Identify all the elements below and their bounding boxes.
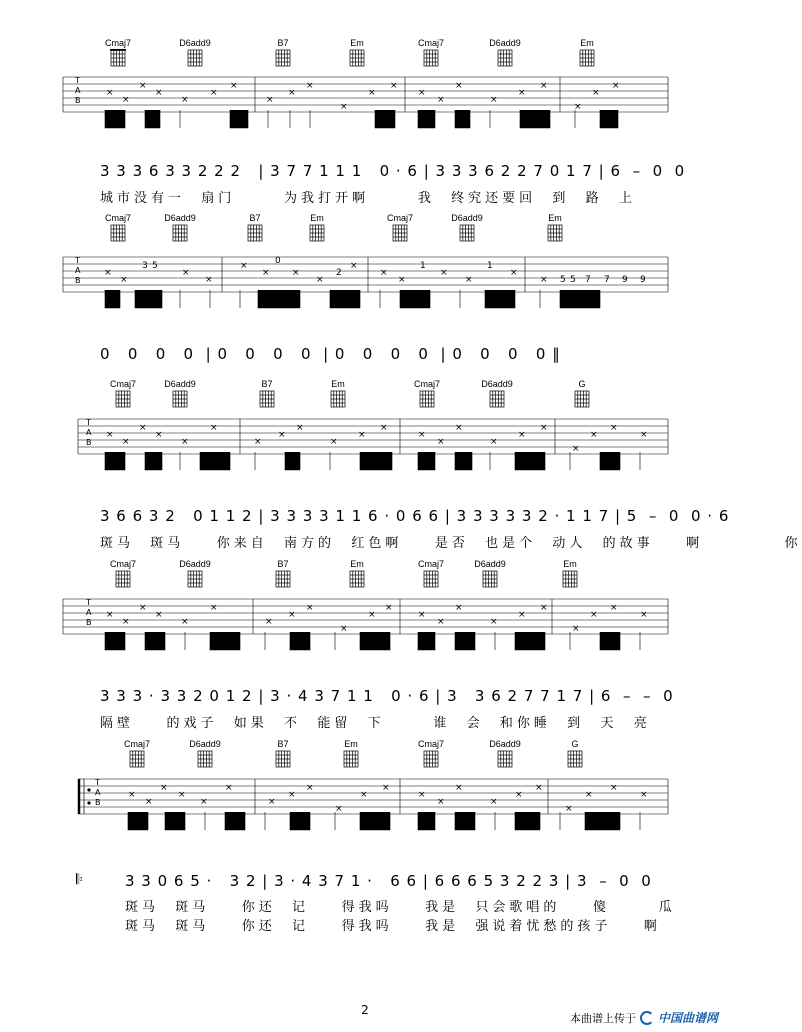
svg-text:×: × <box>210 88 218 98</box>
svg-text:×: × <box>240 261 248 271</box>
svg-text:×: × <box>540 275 548 285</box>
tab-staff <box>0 597 730 657</box>
tab-letter: B <box>86 438 92 447</box>
chord-diagram <box>242 379 292 408</box>
svg-text:×: × <box>540 423 548 433</box>
tab-staff <box>0 75 730 135</box>
svg-text:×: × <box>574 102 582 112</box>
tab-staff <box>0 417 730 477</box>
svg-text:×: × <box>266 95 274 105</box>
svg-text:×: × <box>385 603 393 613</box>
svg-text:×: × <box>122 437 130 447</box>
chord-name: Cmaj7 <box>104 38 131 48</box>
chord-grid-icon <box>309 224 325 242</box>
chord-diagram <box>155 379 205 408</box>
svg-text:×: × <box>490 797 498 807</box>
chord-diagram <box>545 559 595 588</box>
chord-grid-icon <box>423 570 439 588</box>
chord-diagram <box>406 38 456 67</box>
chord-name: Em <box>350 559 364 569</box>
chord-diagram <box>332 38 382 67</box>
lyrics-line: 斑马 斑马 你还 记 得我吗 我是 只会歌唱的 傻 瓜 <box>125 900 676 915</box>
svg-text:×: × <box>590 610 598 620</box>
svg-text:×: × <box>640 610 648 620</box>
svg-text:×: × <box>200 797 208 807</box>
chord-diagram <box>313 379 363 408</box>
svg-text:×: × <box>210 423 218 433</box>
svg-text:×: × <box>610 603 618 613</box>
svg-text:×: × <box>455 423 463 433</box>
svg-text:×: × <box>210 603 218 613</box>
svg-text:×: × <box>518 430 526 440</box>
chord-grid-icon <box>110 49 126 67</box>
lyrics-line: 斑马 斑马 你来自 南方的 红色啊 是否 也是个 动人 的故事 啊 你 <box>100 536 802 551</box>
chord-grid-icon <box>574 390 590 408</box>
chord-name: D6add9 <box>179 38 211 48</box>
svg-text:×: × <box>455 81 463 91</box>
chord-diagram <box>406 739 456 768</box>
svg-text:×: × <box>490 617 498 627</box>
svg-text:×: × <box>540 603 548 613</box>
tab-letter: T <box>95 778 100 787</box>
svg-text:1: 1 <box>420 261 426 271</box>
chord-name: D6add9 <box>164 379 196 389</box>
chord-diagram <box>98 379 148 408</box>
chord-diagram <box>98 559 148 588</box>
chord-name: D6add9 <box>164 213 196 223</box>
chord-grid-icon <box>579 49 595 67</box>
svg-text:×: × <box>160 783 168 793</box>
svg-text:×: × <box>437 437 445 447</box>
chord-name: Cmaj7 <box>417 559 444 569</box>
chord-diagram <box>170 559 220 588</box>
svg-text:7: 7 <box>585 275 591 285</box>
chord-name: Cmaj7 <box>123 739 150 749</box>
svg-text:×: × <box>181 617 189 627</box>
tab-letter: A <box>75 266 81 275</box>
tab-letter: A <box>95 788 101 797</box>
svg-text:×: × <box>465 275 473 285</box>
chord-diagram <box>402 379 452 408</box>
svg-text:×: × <box>155 88 163 98</box>
svg-text:×: × <box>106 88 114 98</box>
svg-text:9: 9 <box>622 275 628 285</box>
tab-letter: B <box>95 798 101 807</box>
svg-text:×: × <box>106 430 114 440</box>
chord-diagram <box>292 213 342 242</box>
svg-text:×: × <box>440 268 448 278</box>
chord-grid-icon <box>497 750 513 768</box>
chord-diagram <box>480 739 530 768</box>
svg-text:×: × <box>288 610 296 620</box>
svg-text:×: × <box>106 610 114 620</box>
svg-text:×: × <box>455 603 463 613</box>
svg-text:×: × <box>306 783 314 793</box>
numbered-notation: 0 0 0 0 | 0 0 0 0 | 0 0 0 0 | 0 0 0 0 ‖ <box>100 345 561 363</box>
chord-diagram <box>442 213 492 242</box>
chord-grid-icon <box>423 750 439 768</box>
svg-text:×: × <box>265 617 273 627</box>
svg-text:×: × <box>155 430 163 440</box>
chord-diagram <box>180 739 230 768</box>
numbered-notation: 3 3 3 6 3 3 2 2 2 | 3 7 7 1 1 1 0 · 6 | 3 3 3 6 2 2 7 0 1 7 | 6 – 0 0 <box>100 162 686 180</box>
chord-grid-icon <box>275 570 291 588</box>
svg-text:×: × <box>380 268 388 278</box>
chord-grid-icon <box>187 49 203 67</box>
svg-text:×: × <box>360 790 368 800</box>
svg-text:×: × <box>288 88 296 98</box>
chord-name: Em <box>563 559 577 569</box>
numbered-notation: 3 3 3 · 3 3 2 0 1 2 | 3 · 4 3 7 1 1 0 · 6 | 3 3 6 2 7 7 1 7 | 6 – – 0 <box>100 687 674 705</box>
svg-text:×: × <box>292 268 300 278</box>
svg-text:×: × <box>278 430 286 440</box>
svg-text:×: × <box>145 797 153 807</box>
chord-grid-icon <box>129 750 145 768</box>
svg-text:×: × <box>518 88 526 98</box>
chord-grid-icon <box>567 750 583 768</box>
chord-grid-icon <box>187 570 203 588</box>
tab-letter: T <box>86 418 91 427</box>
svg-text:×: × <box>316 275 324 285</box>
page-number: 2 <box>361 1003 369 1017</box>
chord-diagram <box>326 739 376 768</box>
chord-name: B7 <box>277 559 289 569</box>
svg-text:×: × <box>288 790 296 800</box>
chord-grid-icon <box>197 750 213 768</box>
footer-text: 本曲谱上传于 <box>569 1011 636 1025</box>
svg-text:×: × <box>515 790 523 800</box>
chord-name: B7 <box>261 379 273 389</box>
chord-grid-icon <box>497 49 513 67</box>
chord-diagram <box>258 559 308 588</box>
chord-grid-icon <box>259 390 275 408</box>
svg-text:×: × <box>139 423 147 433</box>
chord-diagram <box>480 38 530 67</box>
chord-diagram <box>170 38 220 67</box>
svg-text:×: × <box>330 437 338 447</box>
chord-grid-icon <box>172 390 188 408</box>
svg-text:5: 5 <box>560 275 566 285</box>
svg-text:×: × <box>340 624 348 634</box>
svg-text:×: × <box>335 804 343 814</box>
repeat-sign: 𝄆 <box>76 872 84 888</box>
footer-credit <box>570 1009 718 1026</box>
chord-diagram <box>550 739 600 768</box>
svg-text:×: × <box>590 430 598 440</box>
svg-text:×: × <box>572 624 580 634</box>
svg-text:×: × <box>122 617 130 627</box>
svg-text:7: 7 <box>604 275 610 285</box>
chord-diagram <box>472 379 522 408</box>
chord-diagram <box>258 38 308 67</box>
svg-text:×: × <box>230 81 238 91</box>
chord-grid-icon <box>562 570 578 588</box>
svg-text:×: × <box>181 95 189 105</box>
svg-text:×: × <box>390 81 398 91</box>
svg-text:1: 1 <box>487 261 493 271</box>
svg-text:×: × <box>382 783 390 793</box>
svg-text:5: 5 <box>570 275 576 285</box>
svg-text:×: × <box>368 610 376 620</box>
tab-staff <box>0 255 730 315</box>
tab-letter: T <box>86 598 91 607</box>
site-name[interactable]: 中国曲谱网 <box>657 1011 718 1025</box>
chord-diagram <box>258 739 308 768</box>
tab-letter: T <box>75 256 80 265</box>
chord-grid-icon <box>115 390 131 408</box>
svg-text:×: × <box>380 423 388 433</box>
svg-text:×: × <box>128 790 136 800</box>
chord-name: Cmaj7 <box>104 213 131 223</box>
chord-diagram <box>465 559 515 588</box>
svg-text:×: × <box>640 430 648 440</box>
chord-grid-icon <box>115 570 131 588</box>
svg-text:×: × <box>122 95 130 105</box>
tab-letter: B <box>75 276 81 285</box>
chord-grid-icon <box>330 390 346 408</box>
numbered-notation: 3 3 0 6 5 · 3 2 | 3 · 4 3 7 1 · 6 6 | 6 6 6 5 3 2 2 3 | 3 – 0 0 <box>125 872 652 890</box>
svg-text:×: × <box>178 790 186 800</box>
svg-text:×: × <box>437 797 445 807</box>
svg-text:×: × <box>418 88 426 98</box>
chord-name: Cmaj7 <box>413 379 440 389</box>
chord-name: D6add9 <box>481 379 513 389</box>
svg-text:×: × <box>155 610 163 620</box>
chord-grid-icon <box>172 224 188 242</box>
svg-text:×: × <box>306 603 314 613</box>
tab-staff <box>0 777 730 837</box>
svg-text:×: × <box>565 804 573 814</box>
chord-grid-icon <box>349 49 365 67</box>
lyrics-line: 斑马 斑马 你还 记 得我吗 我是 强说着忧愁的孩子 啊 <box>125 919 661 934</box>
svg-text:×: × <box>535 783 543 793</box>
svg-text:0: 0 <box>275 256 281 266</box>
chord-name: Em <box>350 38 364 48</box>
chord-grid-icon <box>349 570 365 588</box>
svg-text:×: × <box>437 95 445 105</box>
chord-grid-icon <box>489 390 505 408</box>
chord-diagram <box>562 38 612 67</box>
chord-diagram <box>230 213 280 242</box>
chord-name: D6add9 <box>189 739 221 749</box>
svg-text:×: × <box>418 790 426 800</box>
chord-grid-icon <box>423 49 439 67</box>
chord-grid-icon <box>392 224 408 242</box>
svg-text:×: × <box>610 783 618 793</box>
svg-text:×: × <box>306 81 314 91</box>
chord-name: B7 <box>249 213 261 223</box>
tab-letter: T <box>75 76 80 85</box>
chord-diagram <box>112 739 162 768</box>
chord-name: G <box>578 379 586 389</box>
svg-text:×: × <box>490 437 498 447</box>
svg-text:×: × <box>592 88 600 98</box>
tab-letter: A <box>86 428 92 437</box>
chord-name: D6add9 <box>489 739 521 749</box>
chord-diagram <box>557 379 607 408</box>
svg-text:9: 9 <box>640 275 646 285</box>
svg-text:×: × <box>296 423 304 433</box>
svg-text:×: × <box>350 261 358 271</box>
svg-text:×: × <box>120 275 128 285</box>
chord-name: D6add9 <box>489 38 521 48</box>
chord-grid-icon <box>482 570 498 588</box>
chord-name: Cmaj7 <box>109 379 136 389</box>
chord-grid-icon <box>275 750 291 768</box>
chord-diagram <box>375 213 425 242</box>
chord-grid-icon <box>110 224 126 242</box>
svg-text:×: × <box>455 783 463 793</box>
chord-name: Cmaj7 <box>109 559 136 569</box>
chord-name: Cmaj7 <box>386 213 413 223</box>
svg-text:×: × <box>418 610 426 620</box>
lyrics-line: 城市没有一 扇门 为我打开啊 我 终究还要回 到 路 上 <box>100 191 636 206</box>
svg-text:×: × <box>225 783 233 793</box>
chord-name: B7 <box>277 38 289 48</box>
chord-diagram <box>332 559 382 588</box>
chord-name: Em <box>344 739 358 749</box>
chord-name: Cmaj7 <box>417 739 444 749</box>
chord-name: D6add9 <box>179 559 211 569</box>
chord-name: D6add9 <box>451 213 483 223</box>
svg-text:×: × <box>262 268 270 278</box>
svg-text:×: × <box>139 603 147 613</box>
svg-text:×: × <box>510 268 518 278</box>
svg-text:×: × <box>518 610 526 620</box>
chord-diagram <box>530 213 580 242</box>
svg-text:×: × <box>358 430 366 440</box>
svg-text:×: × <box>104 268 112 278</box>
chord-name: G <box>571 739 579 749</box>
svg-text:×: × <box>490 95 498 105</box>
lyrics-line: 隔壁 的戏子 如果 不 能留 下 谁 会 和你睡 到 天 亮 <box>100 716 651 731</box>
svg-text:×: × <box>640 790 648 800</box>
tab-letter: B <box>75 96 81 105</box>
svg-text:×: × <box>340 102 348 112</box>
site-logo-icon <box>640 1011 654 1025</box>
chord-diagram <box>93 213 143 242</box>
svg-text:×: × <box>139 81 147 91</box>
chord-diagram <box>155 213 205 242</box>
numbered-notation: 3 6 6 3 2 0 1 1 2 | 3 3 3 3 1 1 6 · 0 6 6 | 3 3 3 3 3 2 · 1 1 7 | 5 – 0 0 · 6 <box>100 507 730 525</box>
svg-text:×: × <box>368 88 376 98</box>
svg-text:×: × <box>540 81 548 91</box>
svg-text:×: × <box>205 275 213 285</box>
tab-letter: B <box>86 618 92 627</box>
chord-name: B7 <box>277 739 289 749</box>
chord-grid-icon <box>459 224 475 242</box>
chord-name: Em <box>331 379 345 389</box>
svg-text:×: × <box>437 617 445 627</box>
chord-name: Em <box>580 38 594 48</box>
chord-name: Em <box>310 213 324 223</box>
tab-letter: A <box>86 608 92 617</box>
chord-grid-icon <box>247 224 263 242</box>
svg-text:×: × <box>418 430 426 440</box>
chord-diagram <box>406 559 456 588</box>
svg-text:×: × <box>585 790 593 800</box>
svg-text:×: × <box>398 275 406 285</box>
svg-text:2: 2 <box>336 268 342 278</box>
chord-grid-icon <box>343 750 359 768</box>
chord-name: Em <box>548 213 562 223</box>
svg-text:×: × <box>182 268 190 278</box>
chord-name: D6add9 <box>474 559 506 569</box>
chord-diagram <box>93 38 143 67</box>
chord-grid-icon <box>547 224 563 242</box>
chord-name: Cmaj7 <box>417 38 444 48</box>
svg-text:3: 3 <box>142 261 148 271</box>
tab-letter: A <box>75 86 81 95</box>
svg-text:5: 5 <box>152 261 158 271</box>
svg-text:×: × <box>268 797 276 807</box>
svg-text:×: × <box>181 437 189 447</box>
svg-text:×: × <box>254 437 262 447</box>
chord-grid-icon <box>275 49 291 67</box>
svg-text:×: × <box>572 444 580 454</box>
svg-text:×: × <box>610 423 618 433</box>
svg-text:×: × <box>612 81 620 91</box>
chord-grid-icon <box>419 390 435 408</box>
